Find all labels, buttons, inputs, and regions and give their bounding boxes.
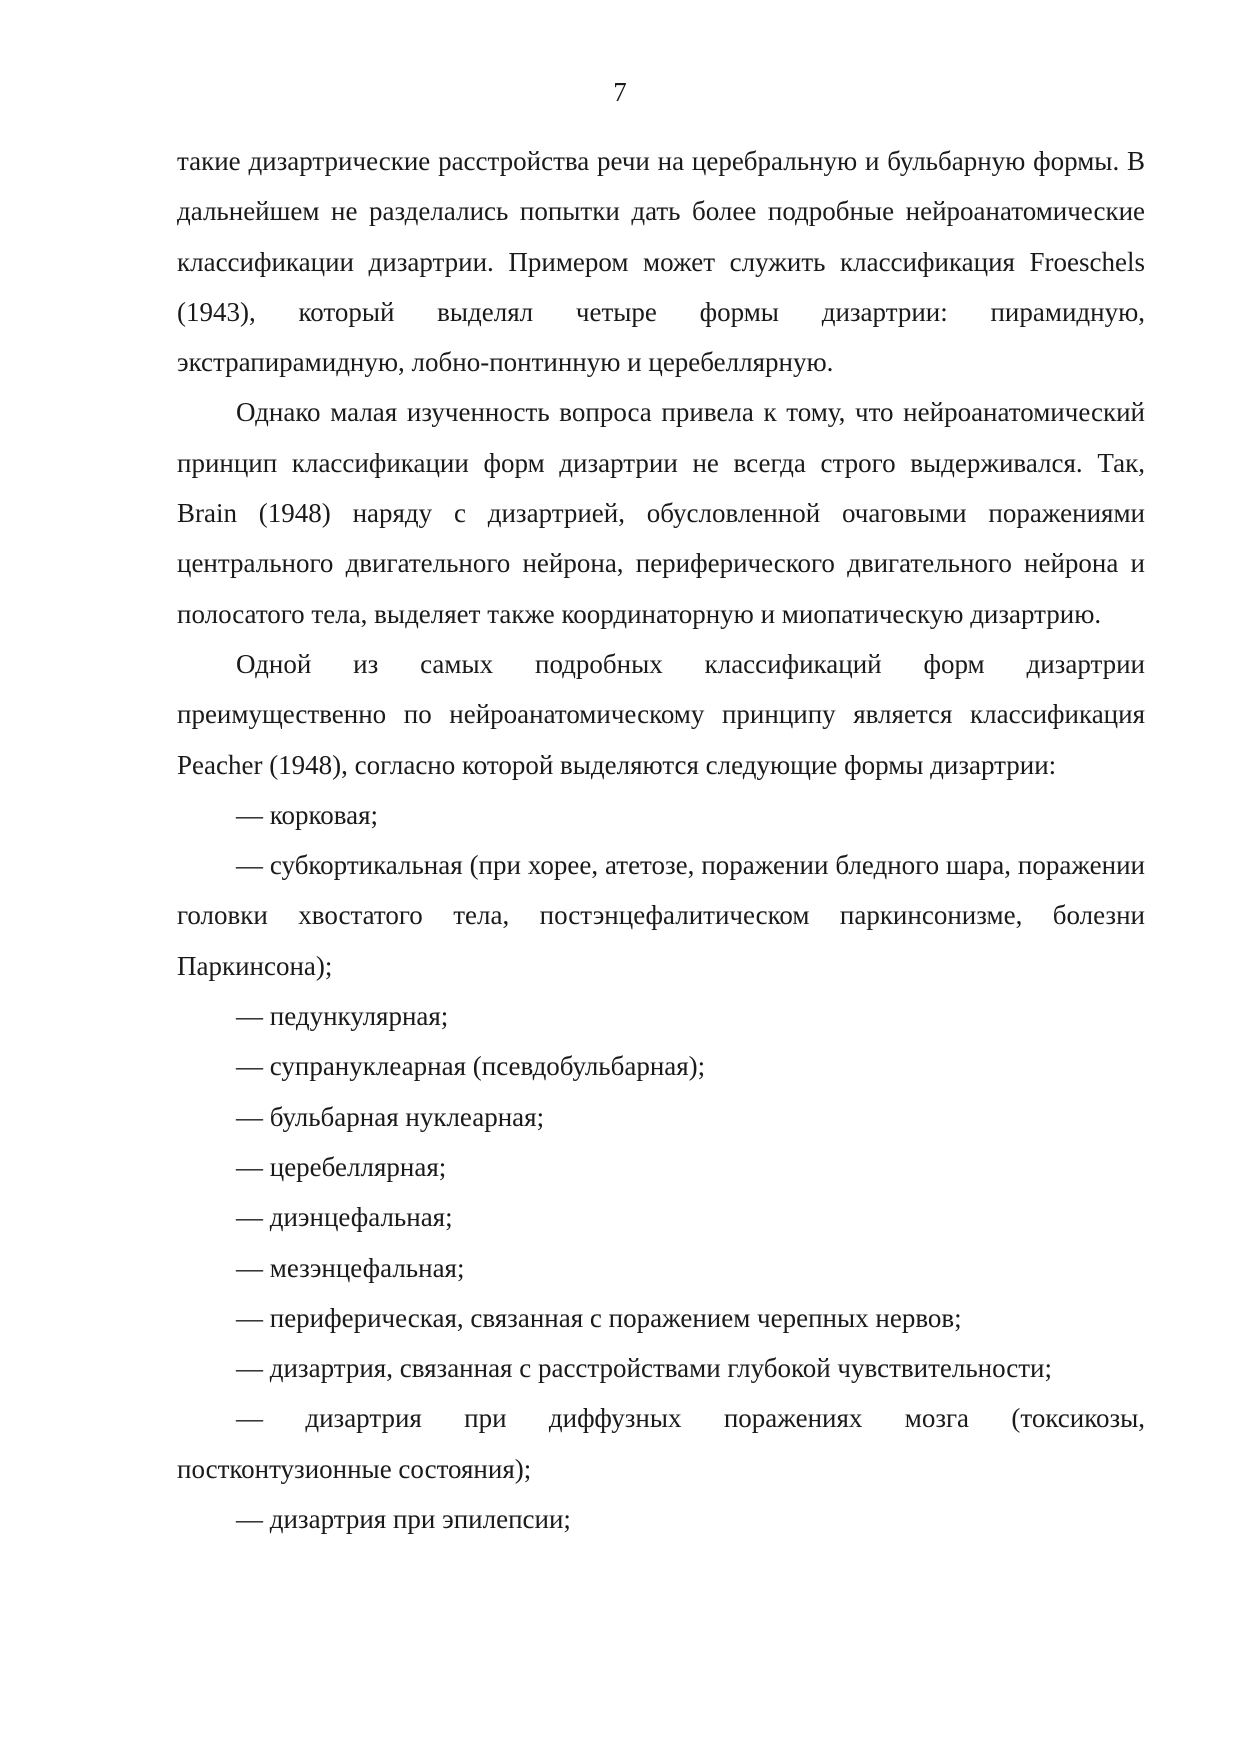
list-item: — субкортикальная (при хорее, атетозе, поражении бледного шара, поражении головки хвостатого тела, постэнцефалитическом паркинсонизме, болезни Паркинсона); <box>177 850 1145 981</box>
list-item: — дизартрия при диффузных поражениях мозга (токсикозы, постконтузионные состояния); <box>177 1403 1145 1484</box>
list-item: — периферическая, связанная с поражением черепных нервов; <box>236 1302 962 1333</box>
page-number: 7 <box>613 77 627 107</box>
list-item: — корковая; <box>236 799 379 830</box>
paragraph-3: Одной из самых подробных классификаций форм дизартрии преимущественно по нейроанатомическому принципу является классификация Peacher (1948), согласно которой выделяются следующие формы дизартрии: <box>177 648 1145 780</box>
list-item: — бульбарная нуклеарная; <box>236 1101 545 1132</box>
list-item: — дизартрия при эпилепсии; <box>236 1504 571 1535</box>
list-item: — диэнцефальная; <box>236 1202 453 1233</box>
list-item: — церебеллярная; <box>236 1151 447 1182</box>
list-item: — супрануклеарная (псевдобульбарная); <box>236 1051 706 1082</box>
paragraph-1: такие дизартрические расстройства речи на церебральную и бульбарную формы. В дальнейшем не разделались попытки дать более подробные нейроанатомические классификации дизартрии. Примером может служить классификация Froeschels (1943), который выделял четыре формы дизартрии: пирамидную, экстрапирамидную, лобно-понтинную и церебеллярную. <box>177 146 1145 378</box>
list-item: — дизартрия, связанная с расстройствами глубокой чувствительности; <box>236 1353 1053 1384</box>
list-item: — мезэнцефальная; <box>236 1252 465 1283</box>
paragraph-2: Однако малая изученность вопроса привела к тому, что нейроанатомический принцип классификации форм дизартрии не всегда строго выдерживался. Так, Brain (1948) наряду с дизартрией, обусловленной очаговыми поражениями центрального двигательного нейрона, периферического двигательного нейрона и полосатого тела, выделяет также координаторную и миопатическую дизартрию. <box>177 397 1145 629</box>
body-text <box>177 136 1145 1544</box>
list-item: — педункулярная; <box>236 1001 449 1032</box>
